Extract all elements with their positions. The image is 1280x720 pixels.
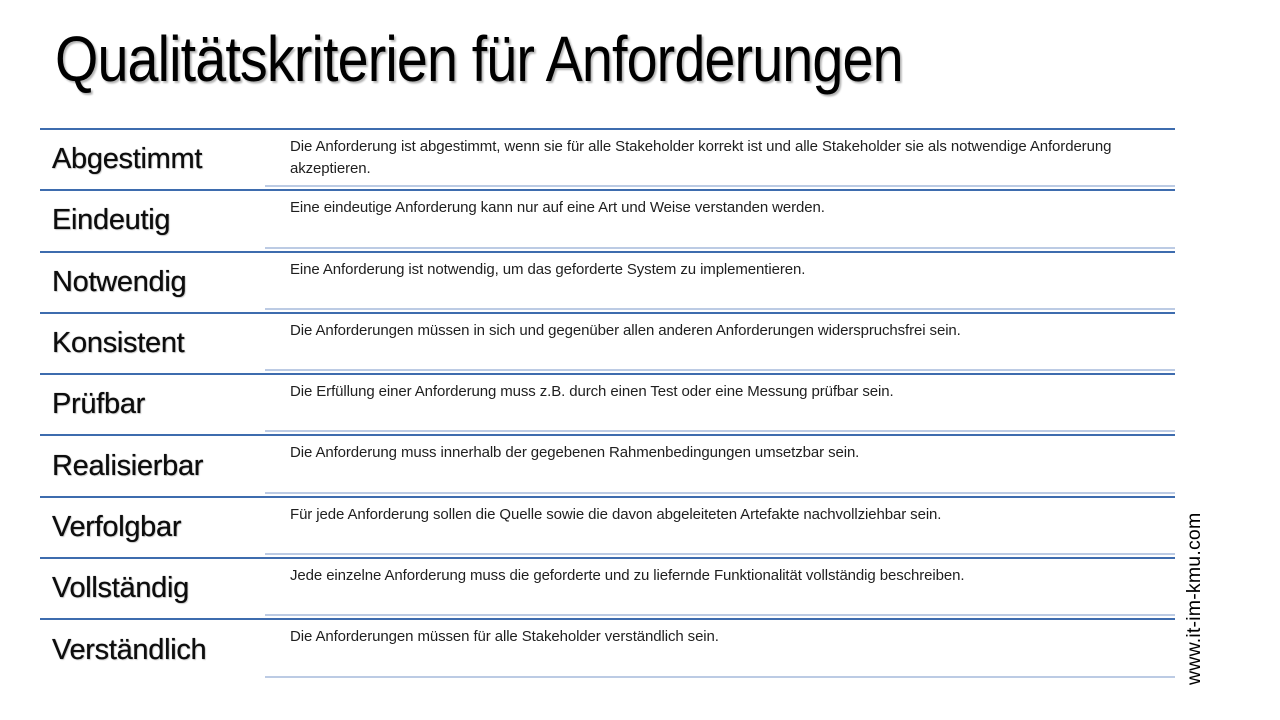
criterion-description: Eine Anforderung ist notwendig, um das geforderte System zu implementieren. (265, 253, 1175, 312)
criterion-description: Jede einzelne Anforderung muss die geforderte und zu liefernde Funktionalität vollständig beschreiben. (265, 559, 1175, 618)
criteria-row-abgestimmt (40, 128, 1175, 189)
criteria-row-verfolgbar (40, 496, 1175, 557)
criterion-description: Die Anforderung muss innerhalb der gegebenen Rahmenbedingungen umsetzbar sein. (265, 436, 1175, 495)
criteria-table (40, 128, 1175, 680)
criterion-description: Die Erfüllung einer Anforderung muss z.B. durch einen Test oder eine Messung prüfbar sein. (265, 375, 1175, 434)
criteria-row-vollstaendig (40, 557, 1175, 618)
criterion-label: Vollständig (52, 572, 189, 605)
slide-title: Qualitätskriterien für Anforderungen (55, 23, 903, 95)
criterion-label: Realisierbar (52, 449, 204, 482)
criterion-description: Eine eindeutige Anforderung kann nur auf eine Art und Weise verstanden werden. (265, 191, 1175, 250)
criteria-row-eindeutig (40, 189, 1175, 250)
criterion-label: Abgestimmt (52, 143, 203, 176)
criterion-description: Für jede Anforderung sollen die Quelle sowie die davon abgeleiteten Artefakte nachvollziehbar sein. (265, 498, 1175, 557)
criterion-label: Konsistent (52, 327, 185, 360)
criterion-label: Prüfbar (52, 388, 145, 421)
criteria-row-verstaendlich (40, 618, 1175, 679)
criteria-row-realisierbar (40, 434, 1175, 495)
criteria-row-konsistent (40, 312, 1175, 373)
criterion-description: Die Anforderung ist abgestimmt, wenn sie für alle Stakeholder korrekt ist und alle Stakeholder sie als notwendige Anforderung akzeptieren. (265, 130, 1175, 189)
criterion-label: Eindeutig (52, 204, 171, 237)
criteria-row-pruefbar (40, 373, 1175, 434)
website-watermark: www.it-im-kmu.com (1183, 512, 1205, 685)
criterion-label: Verfolgbar (52, 510, 182, 543)
criterion-label: Notwendig (52, 265, 187, 298)
criterion-description: Die Anforderungen müssen in sich und gegenüber allen anderen Anforderungen widerspruchsfrei sein. (265, 314, 1175, 373)
criterion-label: Verständlich (52, 633, 207, 666)
criterion-description: Die Anforderungen müssen für alle Stakeholder verständlich sein. (265, 620, 1175, 679)
criteria-row-notwendig (40, 251, 1175, 312)
